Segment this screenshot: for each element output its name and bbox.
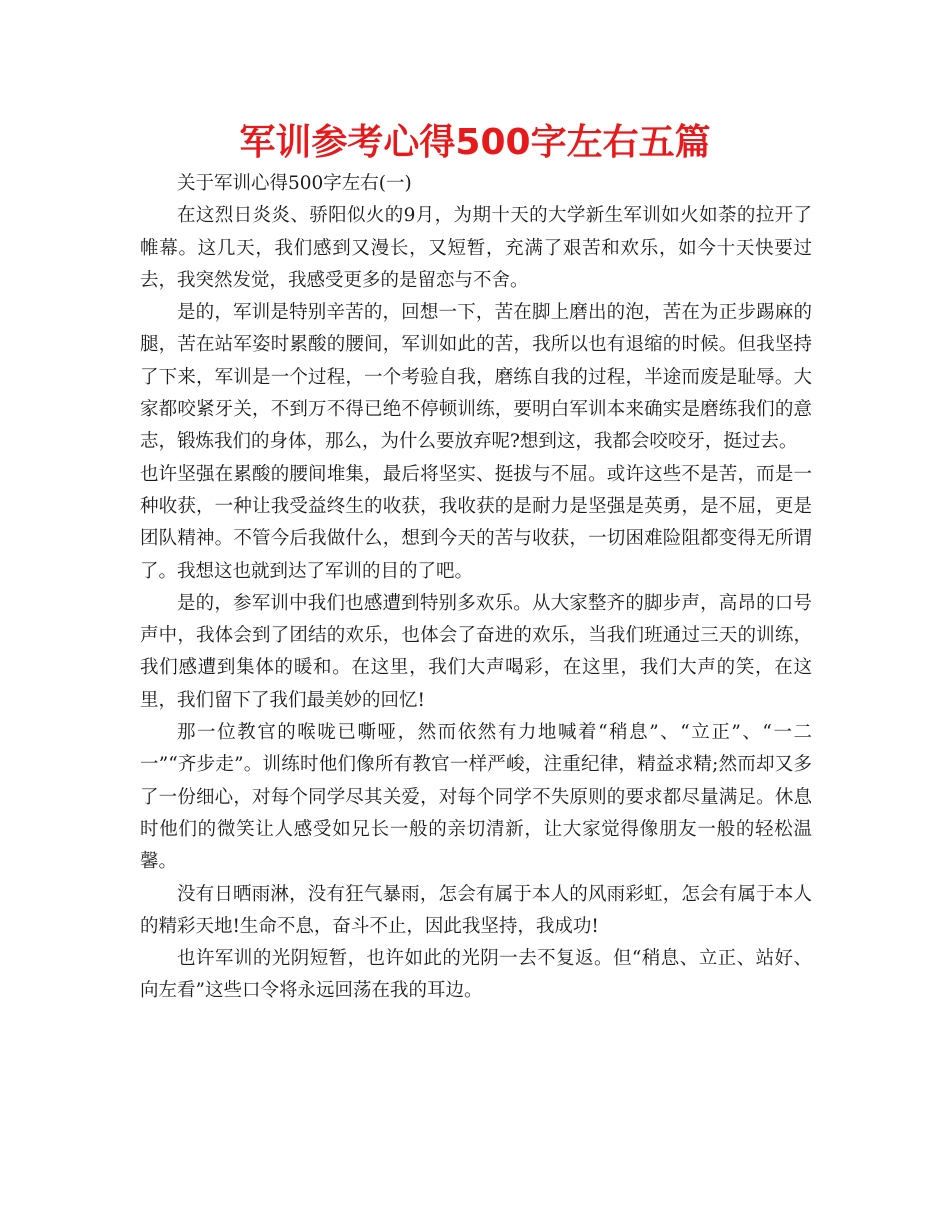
- paragraph-5: 那一位教官的喉咙已嘶哑，然而依然有力地喊着“稍息”、“立正”、“一二一”“齐步走”。训练时他们像所有教官一样严峻，注重纪律，精益求精;然而却又多了一份细心，对每个同学尽其关爱，对每个同学不失原则的要求都尽量满足。休息时他们的微笑让人感受如兄长一般的亲切清新，让大家觉得像朋友一般的轻松温馨。: [140, 722, 812, 873]
- document-body: [140, 168, 812, 1008]
- section-heading: 关于军训心得500字左右(一): [177, 173, 412, 194]
- paragraph-2: 是的，军训是特别辛苦的，回想一下，苦在脚上磨出的泡，苦在为正步踢麻的腿，苦在站军姿时累酸的腰间，军训如此的苦，我所以也有退缩的时候。但我坚持了下来，军训是一个过程，一个考验自我，磨练自我的过程，半途而废是耻辱。大家都咬紧牙关，不到万不得已绝不停顿训练，要明白军训本来确实是磨练我们的意志，锻炼我们的身体，那么，为什么要放弃呢?想到这，我都会咬咬牙，挺过去。: [140, 302, 812, 453]
- paragraph-6: 没有日晒雨淋，没有狂气暴雨，怎会有属于本人的风雨彩虹，怎会有属于本人的精彩天地!生命不息，奋斗不止，因此我坚持，我成功!: [140, 883, 812, 937]
- paragraph-7: 也许军训的光阴短暂，也许如此的光阴一去不复返。但“稍息、立正、站好、向左看”这些口令将永远回荡在我的耳边。: [140, 948, 812, 1002]
- document-title: 军训参考心得500字左右五篇: [239, 122, 711, 163]
- paragraph-3: 也许坚强在累酸的腰间堆集，最后将坚实、挺拔与不屈。或许这些不是苦，而是一种收获，一种让我受益终生的收获，我收获的是耐力是坚强是英勇，是不屈，更是团队精神。不管今后我做什么，想到今天的苦与收获，一切困难险阻都变得无所谓了。我想这也就到达了军训的目的了吧。: [140, 463, 812, 582]
- paragraph-1: 在这烈日炎炎、骄阳似火的9月，为期十天的大学新生军训如火如荼的拉开了帷幕。这几天，我们感到又漫长，又短暂，充满了艰苦和欢乐，如今十天快要过去，我突然发觉，我感受更多的是留恋与不舍。: [140, 205, 812, 291]
- paragraph-4: 是的，参军训中我们也感遭到特别多欢乐。从大家整齐的脚步声，高昂的口号声中，我体会到了团结的欢乐，也体会了奋进的欢乐，当我们班通过三天的训练，我们感遭到集体的暖和。在这里，我们大声喝彩，在这里，我们大声的笑，在这里，我们留下了我们最美妙的回忆!: [140, 592, 812, 711]
